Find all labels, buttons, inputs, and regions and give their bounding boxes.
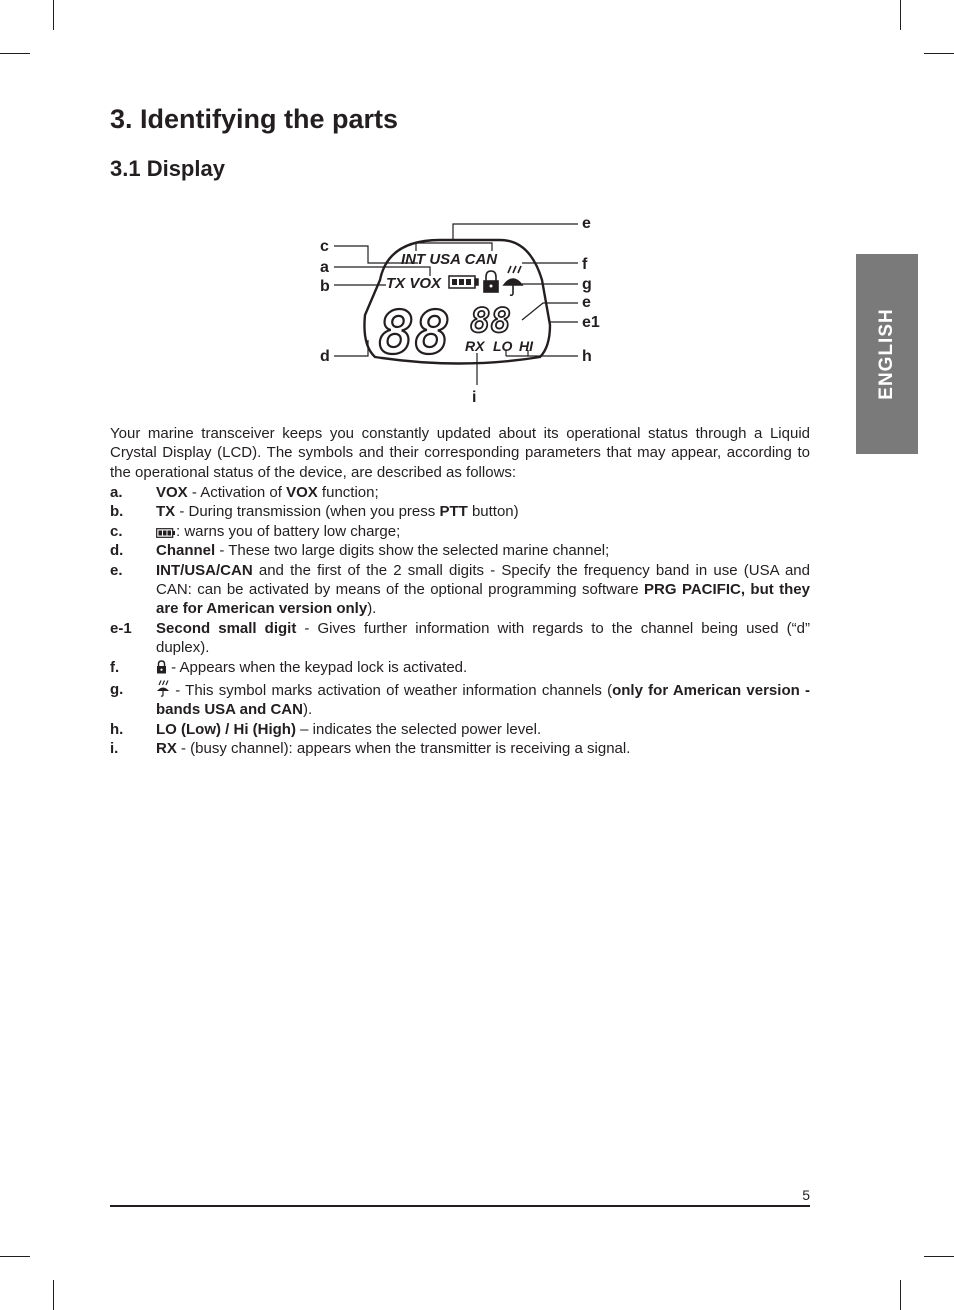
lcd-tx-vox: TX VOX <box>386 275 442 292</box>
list-item-a: a. VOX - Activation of VOX function; <box>110 484 379 501</box>
crop-mark <box>53 1280 54 1310</box>
list-item-f: f. - Appears when the keypad lock is activated. <box>110 658 468 676</box>
crop-mark <box>900 0 901 30</box>
weather-icon <box>504 266 522 295</box>
crop-mark <box>53 0 54 30</box>
list-item-c: c. : warns you of battery low charge; <box>110 522 401 540</box>
section-title: 3.1 Display <box>110 156 225 181</box>
crop-mark <box>900 1280 901 1310</box>
list-item-e1: e-1 Second small digit - Gives further information with regards to the channel being used (“d” duplex). <box>110 619 810 657</box>
callout-d: d <box>320 348 330 365</box>
weather-icon <box>156 680 170 697</box>
list-item-i: i. RX - (busy channel): appears when the transmitter is receiving a signal. <box>110 740 631 758</box>
list-item-e: e. INT/USA/CAN and the first of the 2 small digits - Specify the frequency band in use (USA and CAN: can be activated by means of the optional programming software PRG PACIFIC, but they are for American version only). <box>110 561 810 618</box>
lcd-small-digits: 88 <box>470 301 511 341</box>
lcd-hi: HI <box>519 338 533 354</box>
page-title: 3. Identifying the parts <box>110 104 399 134</box>
list-item-d: d. Channel - These two large digits show the selected marine channel; <box>110 542 610 560</box>
battery-icon <box>449 276 478 288</box>
crop-mark <box>0 1256 30 1257</box>
callout-c: c <box>320 238 329 255</box>
leader-e-top <box>453 224 578 241</box>
crop-mark <box>924 1256 954 1257</box>
callout-a: a <box>320 259 329 276</box>
lock-icon <box>484 271 498 292</box>
list-item-h: h. LO (Low) / Hi (High) – indicates the selected power level. <box>110 720 542 738</box>
crop-mark <box>924 53 954 54</box>
lcd-band-label: INT USA CAN <box>401 251 498 268</box>
leader-e-mid <box>522 303 578 320</box>
lcd-lo: LO <box>493 338 513 354</box>
battery-icon <box>156 528 176 538</box>
callout-i: i <box>472 389 477 406</box>
crop-mark <box>0 53 30 54</box>
callout-g: g <box>582 276 592 293</box>
callout-h: h <box>582 348 592 365</box>
language-tab-label: ENGLISH <box>876 308 897 400</box>
lcd-display-diagram <box>310 205 610 410</box>
symbol-list <box>110 483 810 759</box>
language-tab <box>856 254 918 454</box>
callout-e-top: e <box>582 215 591 232</box>
footer-rule <box>110 1205 810 1207</box>
leader-d <box>334 340 368 356</box>
callout-e1: e1 <box>582 314 600 331</box>
callout-e-mid: e <box>582 294 591 311</box>
callout-b: b <box>320 278 330 295</box>
list-item-b: b. TX - During transmission (when you press PTT button) <box>110 503 519 521</box>
callout-f: f <box>582 256 588 273</box>
lcd-rx: RX <box>465 338 485 354</box>
bracket-band <box>416 243 492 251</box>
page-number: 5 <box>802 1187 810 1203</box>
lcd-big-digits: 88 <box>378 298 451 368</box>
list-item-g: g. - This symbol marks activation of weather information channels (only for American version - bands USA and CAN). <box>110 681 810 719</box>
lock-icon <box>156 660 167 674</box>
intro-paragraph: Your marine transceiver keeps you constantly updated about its operational status through a Liquid Crystal Display (LCD). The symbols and their corresponding parameters that may appear, according to the operational status of the device, are described as follows: <box>110 425 810 481</box>
